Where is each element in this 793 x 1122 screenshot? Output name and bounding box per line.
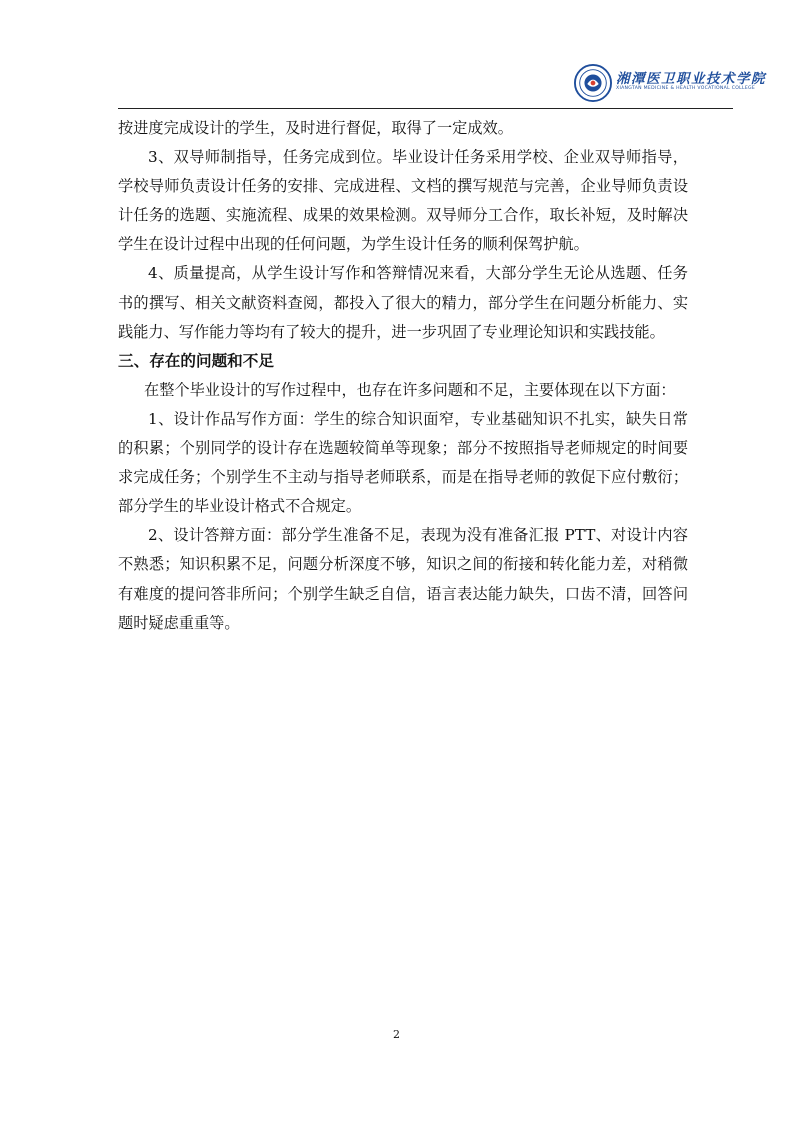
paragraph-continuation: 按进度完成设计的学生，及时进行督促，取得了一定成效。 <box>118 119 513 137</box>
paragraph-defense-issues: 2、设计答辩方面：部分学生准备不足，表现为没有准备汇报 PTT、对设计内容不熟悉；知识积累不足，问题分析深度不够，知识之间的衔接和转化能力差，对稍微有难度的提问答非所问；个别学生缺乏自信，语言表达能力缺失，口齿不清，回答问题时疑虑重重等。 <box>118 526 688 632</box>
paragraph-writing-issues: 1、设计作品写作方面：学生的综合知识面窄，专业基础知识不扎实，缺失日常的积累；个别同学的设计存在选题较简单等现象；部分不按照指导老师规定的时间要求完成任务；个别学生不主动与指导老师联系，而是在指导老师的敦促下应付敷衍；部分学生的毕业设计格式不合规定。 <box>118 409 688 516</box>
section-heading: 三、存在的问题和不足 <box>118 351 274 370</box>
college-seal-icon <box>574 64 612 102</box>
paragraph-dual-tutor: 3、双导师制指导，任务完成到位。毕业设计任务采用学校、企业双导师指导，学校导师负责设计任务的安排、完成进程、文档的撰写规范与完善，企业导师负责设计任务的选题、实施流程、成果的效果检测。双导师分工合作，取长补短，及时解决学生在设计过程中出现的任何问题，为学生设计任务的顺利保驾护航。 <box>118 148 688 254</box>
paragraph-intro: 在整个毕业设计的写作过程中，也存在许多问题和不足，主要体现在以下方面： <box>144 380 676 399</box>
college-name-en: XIANGTAN MEDICINE & HEALTH VOCATIONAL COLLEGE <box>616 86 756 91</box>
college-logo <box>574 62 766 104</box>
header-divider <box>118 108 733 109</box>
paragraph-quality: 4、质量提高，从学生设计写作和答辩情况来看，大部分学生无论从选题、任务书的撰写、相关文献资料查阅，都投入了很大的精力，部分学生在问题分析能力、实践能力、写作能力等均有了较大的提升，进一步巩固了专业理论知识和实践技能。 <box>118 264 688 341</box>
page-header <box>118 62 766 108</box>
document-body <box>118 114 688 638</box>
page-number: 2 <box>393 1028 400 1041</box>
college-name: 湘潭医卫职业技术学院 <box>616 71 766 87</box>
